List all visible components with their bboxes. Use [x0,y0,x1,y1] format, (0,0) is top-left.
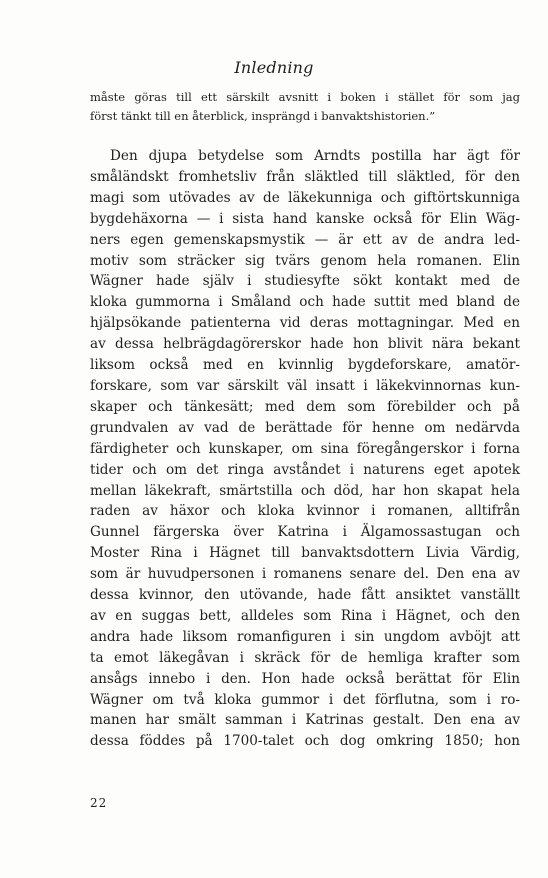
body-line: andra hade liksom romanfiguren i sin ungdom avböjt att [90,628,520,645]
body-line: hjälpsökande patienterna vid deras mottagningar. Med en [90,315,520,332]
body-line: Den djupa betydelse som Arndts postilla har ägt för [110,148,520,164]
running-head: Inledning [234,58,314,77]
body-line: skaper och tänkesätt; med dem som förebilder och på [90,398,520,415]
body-line: ners egen gemenskapsmystik — är ett av de andra led- [90,231,520,248]
body-line: färdigheter och kunskaper, om sina föregångerskor i forna [90,440,520,457]
body-line: liksom också med en kvinnlig bygdeforskare, amatör- [90,357,520,374]
body-line: Moster Rina i Hägnet till banvaktsdottern Livia Värdig, [90,545,520,562]
body-line: Wägner om två kloka gummor i det förflutna, som i ro- [90,691,520,708]
body-line: raden av häxor och kloka kvinnor i romanen, alltifrån [90,503,520,520]
body-paragraph [90,146,520,752]
body-line: ansågs innebo i den. Hon hade också berättat för Elin [90,670,520,687]
intro-paragraph [90,88,520,125]
body-line: bygdehäxorna — i sista hand kanske också för Elin Wäg- [90,210,520,227]
body-line: av en suggas bett, alldeles som Rina i Hägnet, och den [90,607,520,624]
body-line: som är huvudpersonen i romanens senare del. Den ena av [90,566,520,583]
body-line: ta emot läkegåvan i skräck för de hemliga krafter som [90,649,520,666]
body-line: småländskt fromhetsliv från släktled till släktled, för den [90,168,520,185]
body-line: dessa föddes på 1700-talet och dog omkring 1850; hon [90,733,520,750]
intro-line: måste göras till ett särskilt avsnitt i boken i stället för som jag [90,90,520,104]
body-line: grundvalen av vad de berättade för henne om nedärvda [90,419,520,436]
body-line: mellan läkekraft, smärtstilla och död, har hon skapat hela [90,482,520,499]
body-line: kloka gummorna i Småland och hade suttit med bland de [90,294,520,311]
body-line: manen har smält samman i Katrinas gestalt. Den ena av [90,712,520,729]
body-line: dessa kvinnor, den utövande, hade fått ansiktet vanställt [90,587,520,604]
page-number: 22 [90,796,108,810]
body-line: motiv som sträcker sig tvärs genom hela romanen. Elin [90,252,520,269]
body-line: tider och om det ringa avståndet i naturens eget apotek [90,461,520,478]
body-line: Wägner hade själv i studiesyfte sökt kontakt med de [90,273,520,290]
body-line: magi som utövades av de läkekunniga och giftörtskunniga [90,189,520,206]
body-line: forskare, som var särskilt väl insatt i läkekvinnornas kun- [90,377,520,394]
body-line: av dessa helbrägdagörerskor hade hon blivit nära bekant [90,336,520,353]
intro-line: först tänkt till en återblick, insprängd i banvaktshistorien.” [90,108,436,123]
body-line: Gunnel färgerska över Katrina i Älgamossastugan och [90,524,520,541]
